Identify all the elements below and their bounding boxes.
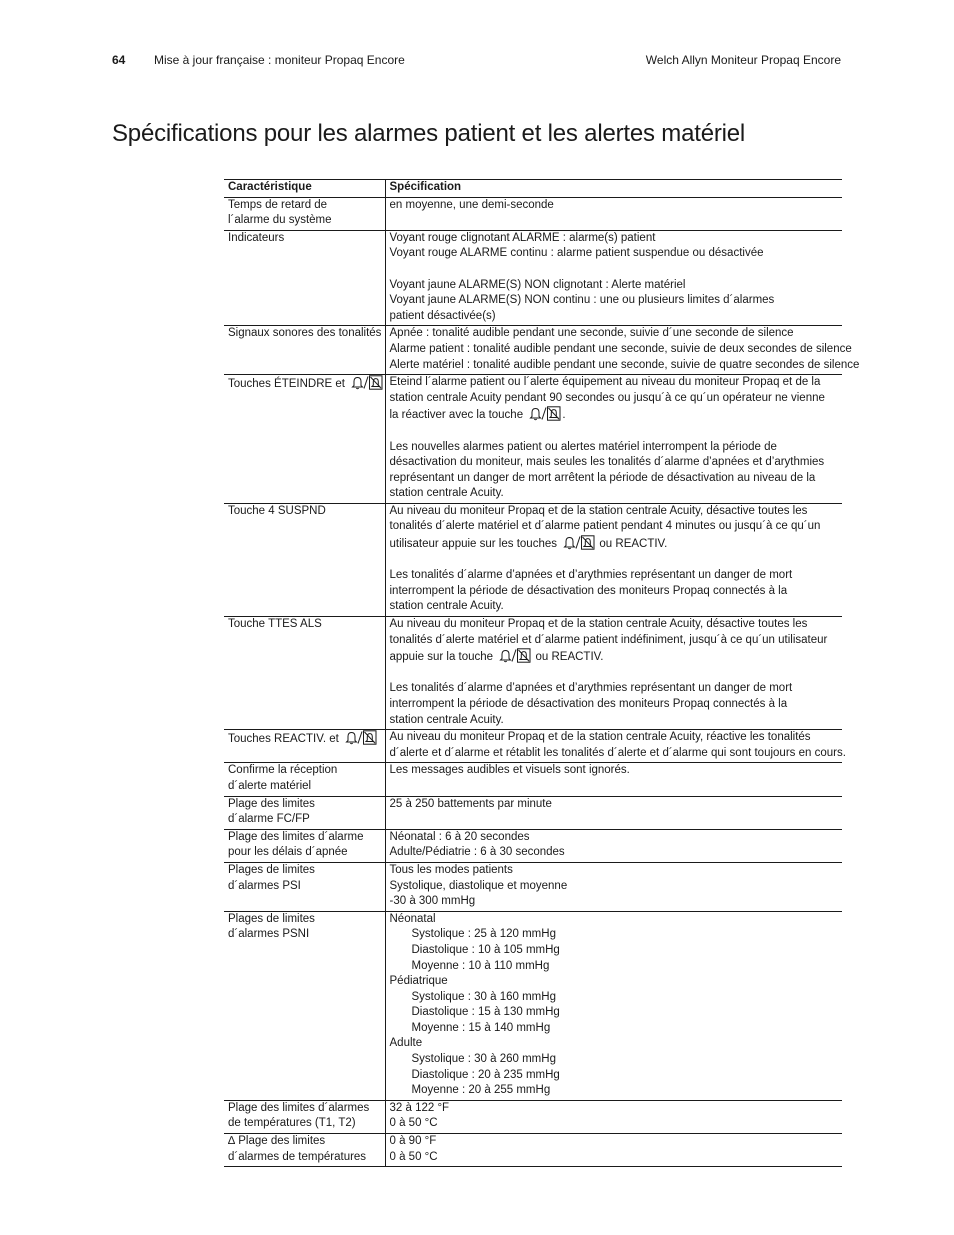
cell-text: de températures (T1, T2)	[228, 1117, 356, 1130]
cell-line	[389, 342, 852, 358]
cell-line	[228, 198, 381, 214]
cell-line	[228, 763, 381, 779]
cell-text: 25 à 250 battements par minute	[389, 797, 552, 810]
cell-text: Plages de limites	[228, 863, 315, 876]
specification-cell	[385, 503, 842, 616]
cell-line	[390, 424, 839, 440]
cell-text: Temps de retard de	[228, 198, 328, 211]
cell-line	[390, 440, 839, 456]
cell-text: Plage des limites	[228, 797, 315, 810]
cell-line	[390, 262, 839, 278]
cell-text: désactivation du moniteur, mais seules les tonalités d´alarme d’apnées et d’arythmies	[389, 456, 825, 469]
cell-text: Au niveau du moniteur Propaq et de la station centrale Acuity, réactive les tonalités	[389, 731, 811, 744]
cell-line	[390, 1150, 839, 1166]
running-header-left: Mise à jour française : moniteur Propaq Encore	[154, 53, 405, 67]
cell-text: 32 à 122 °F	[389, 1101, 450, 1114]
specification-cell	[385, 197, 842, 230]
specification-cell	[385, 326, 860, 375]
table-row	[224, 1100, 842, 1133]
cell-text: en moyenne, une demi-seconde	[389, 198, 554, 211]
cell-line	[228, 1101, 381, 1117]
cell-line	[390, 568, 839, 584]
cell-text: Au niveau du moniteur Propaq et de la station centrale Acuity, désactive toutes les	[389, 618, 808, 631]
characteristic-cell	[224, 503, 385, 616]
characteristic-cell	[224, 862, 385, 911]
specification-cell	[385, 911, 842, 1100]
cell-line	[390, 1005, 839, 1021]
cell-text: Plage des limites d´alarmes	[228, 1101, 370, 1114]
cell-text: Apnée : tonalité audible pendant une seconde, suivie d´une seconde de silence	[389, 327, 794, 340]
cell-line	[390, 1068, 839, 1084]
cell-text: Confirme la réception	[228, 764, 338, 777]
cell-text: Systolique : 30 à 160 mmHg	[411, 990, 556, 1003]
cell-text: patient désactivée(s)	[389, 309, 496, 322]
cell-line	[228, 504, 381, 520]
cell-line	[390, 198, 839, 214]
cell-text: Moyenne : 20 à 255 mmHg	[411, 1084, 551, 1097]
cell-line	[390, 912, 839, 928]
alarm-silence-icon	[497, 648, 531, 663]
cell-text: tonalités d´alerte matériel et d´alarme patient pendant 4 minutes ou jusqu´à ce qu´un	[389, 520, 821, 533]
cell-line	[228, 845, 381, 861]
cell-line	[390, 943, 839, 959]
cell-text: 0 à 50 °C	[389, 1117, 438, 1130]
cell-line	[390, 471, 839, 487]
cell-line	[390, 326, 839, 342]
cell-text: -30 à 300 mmHg	[389, 895, 476, 908]
cell-line	[390, 455, 839, 471]
cell-text: Tous les modes patients	[389, 863, 513, 876]
cell-line	[390, 633, 839, 649]
cell-text: représentant un danger de mort arrêtent la période de désactivation au niveau de la	[389, 471, 816, 484]
characteristic-cell	[224, 326, 385, 375]
specification-cell	[385, 763, 842, 796]
cell-line	[390, 599, 839, 615]
cell-line	[228, 863, 381, 879]
cell-line	[390, 763, 839, 779]
cell-line	[390, 1021, 839, 1037]
spec-table	[224, 179, 860, 1167]
cell-line	[390, 553, 839, 569]
page-title: Spécifications pour les alarmes patient et les alertes matériel	[112, 120, 746, 147]
cell-line	[228, 912, 381, 928]
cell-text: d´alerte et d´alarme et rétablit les tonalités d´alerte et d´alarme qui sont toujours en cours.	[389, 746, 846, 759]
cell-text: Diastolique : 20 à 235 mmHg	[411, 1068, 560, 1081]
cell-line	[390, 406, 839, 424]
cell-text: Touches REACTIV. et	[228, 733, 339, 746]
table-row	[224, 375, 842, 504]
cell-line	[390, 697, 839, 713]
alarm-silence-icon	[561, 535, 595, 550]
cell-line	[390, 535, 839, 553]
cell-line	[390, 519, 839, 535]
cell-line	[228, 1116, 381, 1132]
cell-line	[390, 927, 839, 943]
cell-text: Systolique, diastolique et moyenne	[389, 879, 568, 892]
cell-line	[390, 504, 839, 520]
cell-line	[390, 375, 839, 391]
cell-line	[390, 278, 839, 294]
cell-text: station centrale Acuity pendant 90 secondes ou jusqu´à ce qu´un opérateur ne vienne	[389, 391, 825, 404]
characteristic-cell	[224, 1100, 385, 1133]
cell-text: Les tonalités d´alarme d’apnées et d’arythmies représentant un danger de mort	[389, 682, 793, 695]
table-header-row	[224, 180, 842, 198]
cell-line	[389, 746, 846, 762]
table-row	[224, 1134, 842, 1167]
cell-line	[390, 1036, 839, 1052]
table-row	[224, 796, 842, 829]
cell-line	[390, 1083, 839, 1099]
cell-line	[228, 617, 381, 633]
specification-cell	[385, 796, 842, 829]
cell-line	[390, 617, 839, 633]
cell-line	[390, 797, 839, 813]
cell-text: Moyenne : 15 à 140 mmHg	[411, 1021, 551, 1034]
cell-text: Adulte	[389, 1037, 423, 1050]
cell-line	[390, 293, 839, 309]
cell-text: Plage des limites d´alarme	[228, 830, 364, 843]
cell-text: tonalités d´alerte matériel et d´alarme patient indéfiniment, jusqu´à ce qu´un utilisateur	[389, 633, 828, 646]
cell-text: Diastolique : 10 à 105 mmHg	[411, 943, 560, 956]
cell-line	[390, 879, 839, 895]
cell-line	[390, 584, 839, 600]
cell-text: d´alarmes PSNI	[228, 928, 310, 941]
page-number: 64	[112, 53, 126, 67]
cell-line	[390, 830, 839, 846]
cell-line	[390, 730, 839, 746]
cell-line	[390, 1134, 839, 1150]
cell-line	[228, 797, 381, 813]
cell-line	[390, 391, 839, 407]
cell-line	[228, 326, 381, 342]
cell-text: Diastolique : 15 à 130 mmHg	[411, 1006, 560, 1019]
cell-line	[390, 1116, 839, 1132]
cell-text: Alerte matériel : tonalité audible pendant une seconde, suivie de quatre secondes de silence	[389, 358, 860, 371]
alarm-silence-icon	[349, 375, 383, 390]
specification-cell	[385, 230, 842, 326]
cell-line	[390, 231, 839, 247]
running-header-right: Welch Allyn Moniteur Propaq Encore	[645, 53, 841, 67]
cell-line	[228, 231, 381, 247]
characteristic-cell	[224, 730, 385, 763]
cell-line	[390, 894, 839, 910]
characteristic-cell	[224, 911, 385, 1100]
cell-text: Voyant jaune ALARME(S) NON clignotant : Alerte matériel	[389, 278, 686, 291]
cell-text: station centrale Acuity.	[389, 713, 504, 726]
cell-text: appuie sur la touche	[389, 651, 494, 664]
cell-line	[390, 845, 839, 861]
cell-text: l´alarme du système	[228, 214, 332, 227]
table-row	[224, 230, 842, 326]
table-row	[224, 763, 842, 796]
cell-line	[228, 1134, 381, 1150]
cell-text: la réactiver avec la touche	[389, 409, 524, 422]
characteristic-cell	[224, 375, 385, 504]
characteristic-cell	[224, 763, 385, 796]
cell-text: Les messages audibles et visuels sont ignorés.	[389, 764, 630, 777]
specification-cell	[385, 375, 842, 504]
characteristic-cell	[224, 796, 385, 829]
specification-cell	[385, 730, 846, 763]
cell-text: station centrale Acuity.	[389, 487, 504, 500]
cell-text: Adulte/Pédiatrie : 6 à 30 secondes	[389, 846, 565, 859]
table-row	[224, 617, 842, 730]
cell-line	[228, 830, 381, 846]
cell-line	[228, 927, 381, 943]
specification-cell	[385, 829, 842, 862]
cell-text: ∆ Plage des limites	[228, 1135, 326, 1148]
cell-text: Les tonalités d´alarme d’apnées et d’arythmies représentant un danger de mort	[389, 569, 793, 582]
cell-text: d´alerte matériel	[228, 779, 312, 792]
cell-text: Les nouvelles alarmes patient ou alertes matériel interrompent la période de	[389, 440, 777, 453]
table-row	[224, 829, 842, 862]
cell-text: Moyenne : 10 à 110 mmHg	[411, 959, 550, 972]
cell-text: d´alarme FC/FP	[228, 813, 310, 826]
cell-line	[390, 713, 839, 729]
cell-text-after: ou REACTIV.	[532, 651, 604, 664]
cell-text: Systolique : 25 à 120 mmHg	[411, 928, 556, 941]
cell-line	[390, 681, 839, 697]
characteristic-cell	[224, 829, 385, 862]
cell-text: Plages de limites	[228, 912, 315, 925]
table-row	[224, 862, 842, 911]
characteristic-cell	[224, 197, 385, 230]
cell-line	[228, 1150, 381, 1166]
cell-text: Voyant rouge ALARME continu : alarme patient suspendue ou désactivée	[389, 247, 764, 260]
cell-text: Indicateurs	[228, 231, 285, 244]
characteristic-cell	[224, 617, 385, 730]
cell-line	[390, 959, 839, 975]
cell-line	[228, 779, 381, 795]
column-header-specification: Spécification	[385, 180, 842, 198]
cell-line	[390, 1101, 839, 1117]
cell-line	[390, 486, 839, 502]
cell-text: d´alarmes de températures	[228, 1150, 367, 1163]
cell-text: Alarme patient : tonalité audible pendant une seconde, suivie de deux secondes de silence	[389, 342, 852, 355]
cell-line	[228, 213, 381, 229]
characteristic-cell	[224, 1134, 385, 1167]
cell-text: d´alarmes PSI	[228, 879, 301, 892]
cell-line	[390, 309, 839, 325]
specification-cell	[385, 1100, 842, 1133]
specification-cell	[385, 1134, 842, 1167]
cell-text: Systolique : 30 à 260 mmHg	[411, 1053, 556, 1066]
cell-text: Touche 4 SUSPND	[228, 504, 326, 517]
cell-line	[390, 648, 839, 666]
cell-line	[228, 730, 381, 748]
cell-line	[228, 375, 381, 393]
cell-text: Voyant jaune ALARME(S) NON continu : une ou plusieurs limites d´alarmes	[389, 294, 775, 307]
column-header-characteristic: Caractéristique	[224, 180, 385, 198]
cell-line	[389, 358, 860, 374]
table-row	[224, 197, 842, 230]
table-row	[224, 503, 842, 616]
cell-line	[390, 246, 839, 262]
cell-line	[390, 974, 839, 990]
cell-line	[390, 990, 839, 1006]
specification-cell	[385, 617, 842, 730]
cell-text: Au niveau du moniteur Propaq et de la station centrale Acuity, désactive toutes les	[389, 504, 808, 517]
cell-text: interrompent la période de désactivation des moniteurs Propaq connectés à la	[389, 584, 788, 597]
cell-line	[228, 812, 381, 828]
cell-text: Pédiatrique	[389, 975, 448, 988]
cell-text: 0 à 50 °C	[389, 1150, 438, 1163]
cell-text-after: ou REACTIV.	[596, 538, 668, 551]
cell-line	[390, 863, 839, 879]
table-row	[224, 730, 842, 763]
cell-line	[228, 879, 381, 895]
characteristic-cell	[224, 230, 385, 326]
cell-line	[390, 1052, 839, 1068]
table-row	[224, 911, 842, 1100]
cell-text: utilisateur appuie sur les touches	[389, 538, 557, 551]
cell-text: Eteind l´alarme patient ou l´alerte équipement au niveau du moniteur Propaq et de la	[389, 376, 821, 389]
cell-text: Touche TTES ALS	[228, 618, 322, 631]
cell-text: interrompent la période de désactivation des moniteurs Propaq connectés à la	[389, 698, 788, 710]
alarm-silence-icon	[527, 406, 561, 421]
cell-text: Voyant rouge clignotant ALARME : alarme(s) patient	[389, 231, 656, 244]
cell-text: Touches ÉTEINDRE et	[228, 378, 345, 391]
alarm-silence-icon	[343, 730, 377, 745]
cell-text-after: .	[562, 409, 566, 422]
specification-cell	[385, 862, 842, 911]
cell-text: Néonatal : 6 à 20 secondes	[389, 830, 530, 843]
table-row	[224, 326, 842, 375]
cell-text: Néonatal	[389, 912, 436, 925]
cell-text: station centrale Acuity.	[389, 600, 504, 613]
cell-text: 0 à 90 °F	[389, 1135, 437, 1148]
cell-line	[390, 666, 839, 682]
cell-text: Signaux sonores des tonalités	[228, 327, 382, 340]
cell-text: pour les délais d´apnée	[228, 846, 348, 859]
